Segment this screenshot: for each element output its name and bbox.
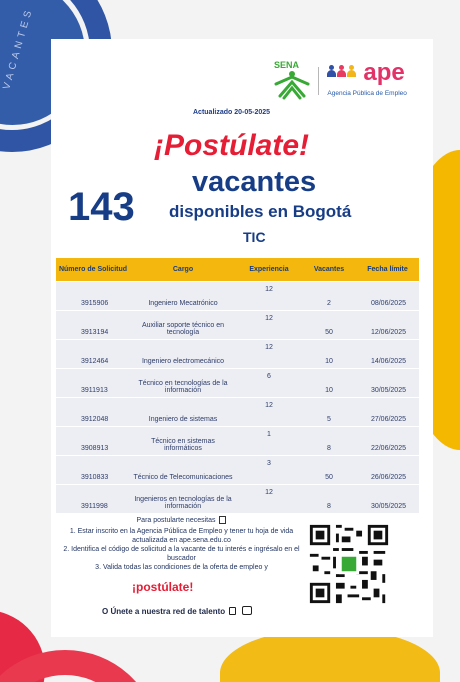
- checklist-icon: [242, 606, 252, 615]
- qr-code-pattern: [307, 522, 391, 606]
- position-name: Ingeniero electromecánico: [130, 340, 236, 368]
- job-offer-card: [51, 39, 433, 637]
- logos-bar: [270, 61, 415, 101]
- header-experience: Experiencia: [236, 258, 302, 281]
- hand-pointer-icon: [229, 607, 236, 615]
- vacancy-count-cell: 50: [302, 311, 356, 339]
- request-number: 3913194: [56, 311, 130, 339]
- sena-logo: SENA: [270, 60, 312, 102]
- application-instructions: [59, 516, 304, 572]
- table-row: [56, 456, 419, 484]
- experience-months: 12: [236, 282, 302, 310]
- position-name: Técnico en sistemas informáticos: [130, 427, 236, 455]
- deadline-date: 12/06/2025: [356, 311, 419, 339]
- experience-months: 3: [236, 456, 302, 484]
- vacancy-count-cell: 10: [302, 340, 356, 368]
- sector-label: TIC: [243, 229, 266, 245]
- deadline-date: 08/06/2025: [356, 282, 419, 310]
- requirements-heading: Para postularte necesitas: [59, 516, 304, 525]
- experience-months: 1: [236, 427, 302, 455]
- experience-months: 12: [236, 398, 302, 426]
- table-row: [56, 398, 419, 426]
- deadline-date: 26/06/2025: [356, 456, 419, 484]
- vacancy-count-cell: 8: [302, 485, 356, 513]
- checklist-icon: [219, 516, 226, 524]
- deadline-date: 27/06/2025: [356, 398, 419, 426]
- position-name: Técnico en tecnologías de la información: [130, 369, 236, 397]
- updated-date: Actualizado 20-05-2025: [193, 109, 271, 116]
- qr-code[interactable]: [307, 522, 391, 606]
- instruction-step-1: 1. Estar inscrito en la Agencia Pública de Empleo y tener tu hoja de vida actualizada en ape.sena.edu.co: [69, 528, 294, 544]
- headline: ¡Postúlate!: [154, 129, 310, 162]
- ape-people-icon: [327, 65, 356, 77]
- vacancy-count-cell: 8: [302, 427, 356, 455]
- header-position: Cargo: [130, 258, 236, 281]
- vacancy-count-cell: 50: [302, 456, 356, 484]
- request-number: 3911913: [56, 369, 130, 397]
- instruction-step-3: 3. Valida todas las condiciones de la oferta de empleo y: [95, 564, 268, 571]
- request-number: 3912464: [56, 340, 130, 368]
- position-name: Ingeniero de sistemas: [130, 398, 236, 426]
- location-label: disponibles en Bogotá: [169, 202, 352, 221]
- deadline-date: 22/06/2025: [356, 427, 419, 455]
- header-request-number: Número de Solicitud: [56, 258, 130, 281]
- request-number: 3912048: [56, 398, 130, 426]
- vacancies-table: [56, 257, 419, 514]
- request-number: 3910833: [56, 456, 130, 484]
- header-vacancies: Vacantes: [302, 258, 356, 281]
- vacancy-count-cell: 2: [302, 282, 356, 310]
- instruction-step-2: 2. Identifica el código de solicitud a la vacante de tu interés e ingrésalo en el buscador: [63, 546, 300, 562]
- deadline-date: 14/06/2025: [356, 340, 419, 368]
- table-row: [56, 340, 419, 368]
- position-name: Ingenieros en tecnologías de la información: [130, 485, 236, 513]
- table-row: [56, 485, 419, 513]
- request-number: 3908913: [56, 427, 130, 455]
- vacantes-label: vacantes: [192, 166, 317, 198]
- table-row: [56, 282, 419, 310]
- experience-months: 12: [236, 311, 302, 339]
- talent-network-link[interactable]: O Únete a nuestra red de talento: [102, 605, 252, 616]
- experience-months: 6: [236, 369, 302, 397]
- request-number: 3911998: [56, 485, 130, 513]
- position-name: Auxiliar soporte técnico en tecnología: [130, 311, 236, 339]
- header-deadline: Fecha límite: [356, 258, 419, 281]
- vacancy-count-cell: 10: [302, 369, 356, 397]
- logo-divider: [318, 67, 319, 95]
- request-number: 3915906: [56, 282, 130, 310]
- ape-logo: ape Agencia Pública de Empleo: [327, 59, 407, 97]
- vacancy-count-cell: 5: [302, 398, 356, 426]
- table-row: [56, 427, 419, 455]
- table-row: [56, 311, 419, 339]
- vacancy-count: 143: [68, 185, 135, 229]
- table-header-row: [56, 258, 419, 281]
- deadline-date: 30/05/2025: [356, 485, 419, 513]
- position-name: Ingeniero Mecatrónico: [130, 282, 236, 310]
- table-row: [56, 369, 419, 397]
- deadline-date: 30/05/2025: [356, 369, 419, 397]
- experience-months: 12: [236, 485, 302, 513]
- position-name: Técnico de Telecomunicaciones: [130, 456, 236, 484]
- experience-months: 12: [236, 340, 302, 368]
- sena-person-icon: [270, 70, 314, 100]
- apply-call-to-action: ¡postúlate!: [132, 580, 194, 594]
